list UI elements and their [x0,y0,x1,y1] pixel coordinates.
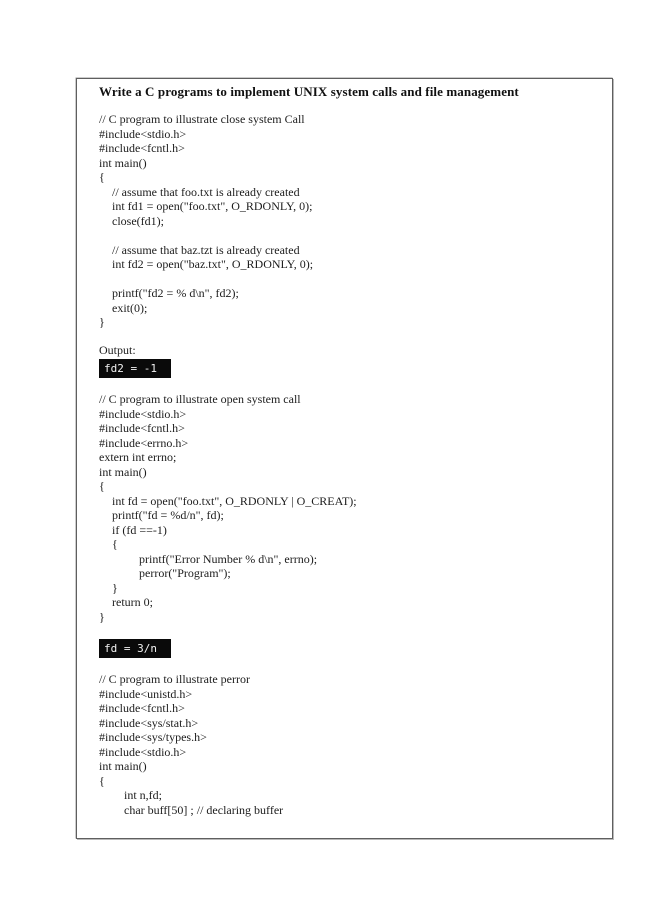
code-line: // assume that baz.tzt is already created [112,242,300,257]
code-line: #include<unistd.h> [99,686,193,701]
code-line: int fd1 = open("foo.txt", O_RDONLY, 0); [112,199,313,213]
program-close-system-call [99,112,598,330]
code-line: #include<fcntl.h> [99,141,185,155]
code-line: { [99,170,105,184]
code-line: int fd2 = open("baz.txt", O_RDONLY, 0); [112,257,314,271]
code-line: int main() [99,759,147,773]
code-line: // C program to illustrate open system call [99,392,301,406]
code-line: extern int errno; [99,450,177,464]
code-line: int fd = open("foo.txt", O_RDONLY | O_CREAT); [112,493,357,508]
code-line: #include<stdio.h> [99,406,187,421]
program-open-system-call [99,392,598,624]
code-line: printf("Error Number % d\n", errno); [139,551,318,566]
code-line: #include<stdio.h> [99,744,187,759]
code-line: { [112,537,118,551]
code-line: return 0; [112,595,153,609]
code-line: if (fd ==-1) [112,522,167,537]
code-line: } [99,609,105,624]
code-line: #include<stdio.h> [99,126,187,141]
output-box-fd2: fd2 = -1 [99,359,171,378]
blank-line [99,272,598,287]
output-box-fd: fd = 3/n [99,639,171,658]
code-line: printf("fd = %d/n", fd); [112,508,224,522]
code-line: #include<sys/stat.h> [99,715,199,730]
code-line: } [99,315,105,329]
code-line: int n,fd; [124,788,162,802]
code-line: int main() [99,464,147,479]
code-line: perror("Program"); [139,566,231,580]
code-line: // C program to illustrate perror [99,672,250,686]
output-label: Output: [99,342,136,357]
code-line: // assume that foo.txt is already created [112,184,300,199]
code-line: #include<sys/types.h> [99,730,207,744]
assignment-title: Write a C programs to implement UNIX system calls and file management [99,84,519,99]
code-line: int main() [99,155,147,170]
code-line: #include<fcntl.h> [99,421,185,435]
code-line: #include<fcntl.h> [99,701,185,715]
program-perror [99,672,598,817]
code-line: { [99,479,105,493]
code-line: close(fd1); [112,213,164,228]
bordered-content-box [76,78,613,839]
code-line: #include<errno.h> [99,435,189,450]
code-line: char buff[50] ; // declaring buffer [124,802,284,817]
code-line: printf("fd2 = % d\n", fd2); [112,286,239,300]
code-line: { [99,773,105,788]
code-line: // C program to illustrate close system Call [99,112,305,126]
code-line: } [112,580,118,595]
code-line: exit(0); [112,300,148,315]
blank-line [99,228,598,243]
